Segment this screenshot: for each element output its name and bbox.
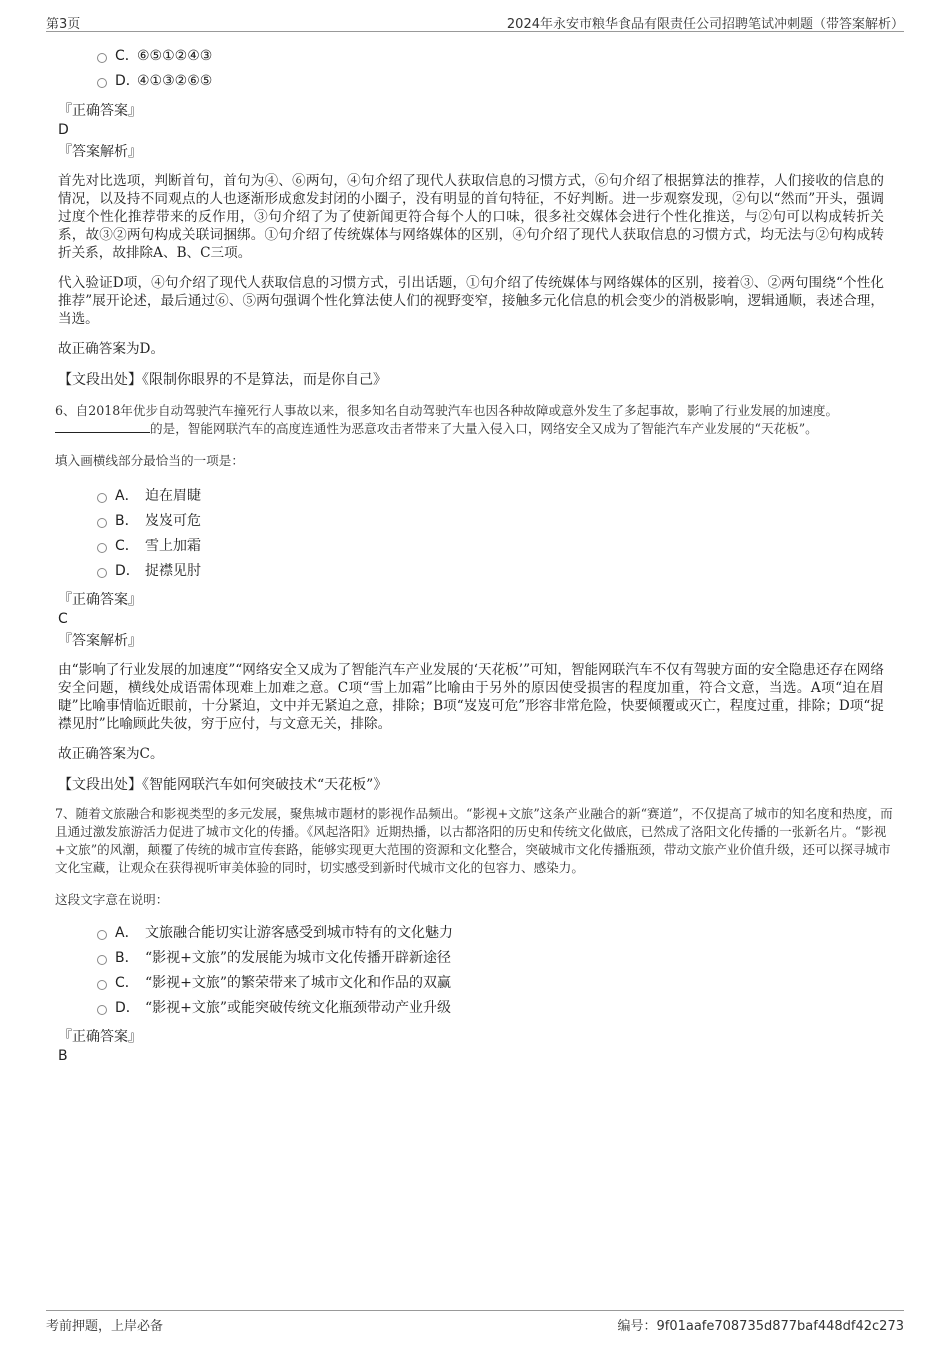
- analysis-conclusion: 故正确答案为C。: [58, 746, 164, 762]
- answer-value: D: [58, 122, 69, 138]
- q6-option-c[interactable]: C． 雪上加霜: [0, 536, 950, 561]
- page-footer: [46, 1310, 904, 1334]
- answer-label: 『正确答案』: [58, 592, 142, 608]
- q7-option-d[interactable]: D． “影视+文旅”或能突破传统文化瓶颈带动产业升级: [0, 998, 950, 1023]
- radio-icon[interactable]: [97, 930, 107, 940]
- analysis-label: 『答案解析』: [58, 633, 142, 649]
- radio-icon[interactable]: [97, 78, 107, 88]
- analysis-conclusion: 故正确答案为D。: [58, 341, 165, 357]
- q6-option-b[interactable]: B． 岌岌可危: [0, 511, 950, 536]
- page-header: [46, 10, 904, 32]
- q5-option-d[interactable]: D． ④①③②⑥⑤: [0, 71, 950, 96]
- radio-icon[interactable]: [97, 1005, 107, 1015]
- answer-label: 『正确答案』: [58, 103, 142, 119]
- radio-icon[interactable]: [97, 980, 107, 990]
- fill-blank: [55, 421, 150, 433]
- q7-option-a[interactable]: A． 文旅融合能切实让游客感受到城市特有的文化魅力: [0, 923, 950, 948]
- question-prompt: 这段文字意在说明：: [55, 892, 169, 907]
- radio-icon[interactable]: [97, 518, 107, 528]
- footer-slogan: 考前押题，上岸必备: [46, 1319, 164, 1334]
- answer-value: B: [58, 1048, 68, 1064]
- answer-label: 『正确答案』: [58, 1029, 142, 1045]
- q6-option-d[interactable]: D． 捉襟见肘: [0, 561, 950, 586]
- radio-icon[interactable]: [97, 53, 107, 63]
- source-citation: 【文段出处】《限制你眼界的不是算法，而是你自己》: [58, 372, 387, 388]
- q7-option-b[interactable]: B． “影视+文旅”的发展能为城市文化传播开辟新途径: [0, 948, 950, 973]
- q6-option-a[interactable]: A． 迫在眉睫: [0, 486, 950, 511]
- page-content: [0, 46, 950, 1065]
- q5-option-c[interactable]: C． ⑥⑤①②④③: [0, 46, 950, 71]
- radio-icon[interactable]: [97, 568, 107, 578]
- analysis-label: 『答案解析』: [58, 144, 142, 160]
- analysis-paragraph: 代入验证D项，④句介绍了现代人获取信息的习惯方式，引出话题，①句介绍了传统媒体与网络媒体的区别，接着③、②两句围绕“个性化推荐”展开论述，最后通过⑥、⑤两句强调个性化算法使人们的视野变窄，接触多元化信息的机会变少的消极影响，逻辑通顺，表述合理，当选。: [58, 275, 884, 327]
- radio-icon[interactable]: [97, 493, 107, 503]
- question-stem: 7、随着文旅融合和影视类型的多元发展，聚焦城市题材的影视作品频出。“影视+文旅”这条产业融合的新“赛道”，不仅提高了城市的知名度和热度，而且通过激发旅游活力促进了城市文化的传播。《风起洛阳》近期热播，以古都洛阳的历史和传统文化做底，已然成了洛阳文化传播的一张新名片。“影视+文旅”的风潮，颠覆了传统的城市宣传套路，能够实现更大范围的资源和文化整合，突破城市文化传播瓶颈，带动文旅产业价值升级，还可以探寻城市文化宝藏，让观众在获得视听审美体验的同时，切实感受到新时代城市文化的包容力、感染力。: [55, 806, 893, 875]
- radio-icon[interactable]: [97, 955, 107, 965]
- question-stem: 6、自2018年优步自动驾驶汽车撞死行人事故以来，很多知名自动驾驶汽车也因各种故障或意外发生了多起事故，影响了行业发展的加速度。 的是，智能网联汽车的高度连通性为恶意攻击者带来了大量入侵入口，网络安全又成为了智能汽车产业发展的“天花板”。: [55, 403, 839, 436]
- document-id: 编号：9f01aafe708735d877baf448df42c273: [617, 1319, 904, 1334]
- source-citation: 【文段出处】《智能网联汽车如何突破技术“天花板”》: [58, 777, 388, 793]
- analysis-paragraph: 由“影响了行业发展的加速度”“网络安全又成为了智能汽车产业发展的‘天花板’”可知，智能网联汽车不仅有驾驶方面的安全隐患还存在网络安全问题，横线处成语需体现难上加难之意。C项“雪上加霜”比喻由于另外的原因使受损害的程度加重，符合文意，当选。A项“迫在眉睫”比喻事情临近眼前，十分紧迫，文中并无紧迫之意，排除；B项“岌岌可危”形容非常危险，快要倾覆或灭亡，程度过重，排除；D项“捉襟见肘”比喻顾此失彼，穷于应付，与文意无关，排除。: [58, 662, 884, 732]
- question-prompt: 填入画横线部分最恰当的一项是：: [55, 453, 244, 468]
- q7-option-c[interactable]: C． “影视+文旅”的繁荣带来了城市文化和作品的双赢: [0, 973, 950, 998]
- document-title: 2024年永安市粮华食品有限责任公司招聘笔试冲刺题（带答案解析）: [506, 17, 904, 32]
- page-number: 第3页: [46, 17, 81, 32]
- radio-icon[interactable]: [97, 543, 107, 553]
- answer-value: C: [58, 611, 68, 627]
- analysis-paragraph: 首先对比选项，判断首句，首句为④、⑥两句，④句介绍了现代人获取信息的习惯方式，⑥句介绍了根据算法的推荐，人们接收的信息的情况，以及持不同观点的人也逐渐形成愈发封闭的小圈子，没有明显的首句特征，不好判断。进一步观察发现，②句以“然而”开头，强调过度个性化推荐带来的反作用，③句介绍了为了使新闻更符合每个人的口味，很多社交媒体会进行个性化推送，与②句可以构成转折关系，故③②两句构成关联词捆绑。①句介绍了传统媒体与网络媒体的区别，④句介绍了现代人获取信息的习惯方式，均无法与②句构成转折关系，故排除A、B、C三项。: [58, 173, 884, 261]
